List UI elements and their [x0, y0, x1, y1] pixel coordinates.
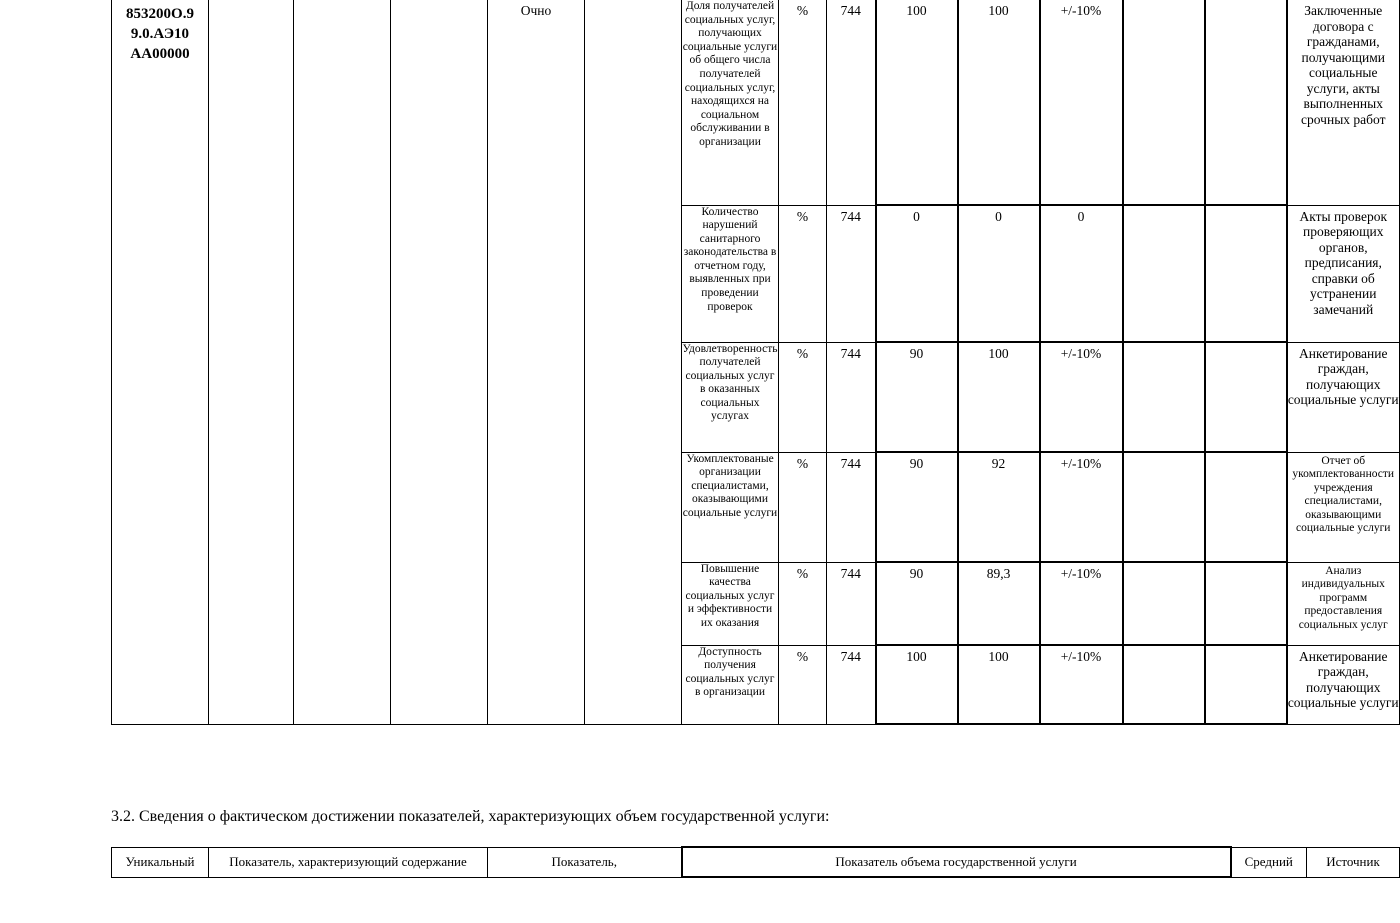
actual-value-cell: 100: [958, 645, 1040, 724]
header-volume-indicator: Показатель объема государственной услуги: [682, 847, 1231, 877]
empty-cell: [1205, 452, 1287, 562]
unit-cell: %: [779, 342, 827, 452]
empty-cell: [391, 0, 488, 724]
indicator-name: Количество нарушений санитарного законодательства в отчетном году, выявленных при проведении проверок: [682, 205, 779, 342]
okei-code-cell: 744: [827, 342, 876, 452]
volume-indicators-table-header: [111, 846, 1400, 878]
indicator-name: Удовлетворенность получателей социальных услуг в оказанных социальных услугах: [682, 342, 779, 452]
approved-value-cell: 90: [876, 452, 958, 562]
unit-cell: %: [779, 452, 827, 562]
service-code-cell: 853200О.9 9.0.АЭ10 АА00000: [112, 0, 209, 724]
empty-cell: [1205, 645, 1287, 724]
deviation-cell: +/-10%: [1040, 0, 1123, 205]
deviation-cell: +/-10%: [1040, 645, 1123, 724]
approved-value-cell: 90: [876, 342, 958, 452]
empty-cell: [1123, 562, 1205, 645]
okei-code-cell: 744: [827, 562, 876, 645]
approved-value-cell: 100: [876, 645, 958, 724]
approved-value-cell: 100: [876, 0, 958, 205]
empty-cell: [1205, 205, 1287, 342]
basis-cell: Отчет об укомплектованности учреждения специалистами, оказывающими социальные услуги: [1287, 452, 1400, 562]
empty-cell: [1123, 0, 1205, 205]
empty-cell: [1123, 452, 1205, 562]
okei-code-cell: 744: [827, 0, 876, 205]
empty-cell: [1123, 205, 1205, 342]
basis-cell: Анкетирование граждан, получающих социальные услуги: [1287, 342, 1400, 452]
unit-cell: %: [779, 645, 827, 724]
section-heading: 3.2. Сведения о фактическом достижении показателей, характеризующих объем государственной услуги:: [111, 808, 830, 825]
actual-value-cell: 100: [958, 0, 1040, 205]
header-condition-indicator: Показатель,: [488, 847, 682, 877]
indicator-name: Укомплектованые организации специалистами, оказывающими социальные услуги: [682, 452, 779, 562]
basis-cell: Заключенные договора с гражданами, получающими социальные услуги, акты выполненных срочных работ: [1287, 0, 1400, 205]
indicator-name: Повышение качества социальных услуг и эффективности их оказания: [682, 562, 779, 645]
okei-code-cell: 744: [827, 645, 876, 724]
table-header-row: [112, 847, 1400, 877]
basis-cell: Анализ индивидуальных программ предоставления социальных услуг: [1287, 562, 1400, 645]
indicator-name: Доля получателей социальных услуг, получающих социальные услуги об общего числа получателей социальных услуг, находящихся на социальном обслуживании в организации: [682, 0, 779, 205]
header-content-indicator: Показатель, характеризующий содержание: [209, 847, 488, 877]
actual-value-cell: 100: [958, 342, 1040, 452]
empty-cell: [1123, 342, 1205, 452]
header-average: Средний: [1231, 847, 1307, 877]
header-source: Источник: [1307, 847, 1400, 877]
unit-cell: %: [779, 562, 827, 645]
okei-code-cell: 744: [827, 452, 876, 562]
empty-cell: [1205, 0, 1287, 205]
actual-value-cell: 92: [958, 452, 1040, 562]
form-cell: Очно: [488, 0, 585, 724]
header-unique-number: Уникальный: [112, 847, 209, 877]
empty-cell: [209, 0, 294, 724]
deviation-cell: +/-10%: [1040, 342, 1123, 452]
basis-cell: Анкетирование граждан, получающих социальные услуги: [1287, 645, 1400, 724]
approved-value-cell: 0: [876, 205, 958, 342]
unit-cell: %: [779, 205, 827, 342]
indicator-name: Доступность получения социальных услуг в организации: [682, 645, 779, 724]
quality-indicators-table: [111, 0, 1400, 725]
actual-value-cell: 0: [958, 205, 1040, 342]
empty-cell: [294, 0, 391, 724]
okei-code-cell: 744: [827, 205, 876, 342]
deviation-cell: +/-10%: [1040, 562, 1123, 645]
empty-cell: [1205, 342, 1287, 452]
empty-cell: [1205, 562, 1287, 645]
actual-value-cell: 89,3: [958, 562, 1040, 645]
table-row: [112, 0, 1400, 205]
deviation-cell: 0: [1040, 205, 1123, 342]
approved-value-cell: 90: [876, 562, 958, 645]
deviation-cell: +/-10%: [1040, 452, 1123, 562]
unit-cell: %: [779, 0, 827, 205]
empty-cell: [585, 0, 682, 724]
empty-cell: [1123, 645, 1205, 724]
basis-cell: Акты проверок проверяющих органов, предписания, справки об устранении замечаний: [1287, 205, 1400, 342]
